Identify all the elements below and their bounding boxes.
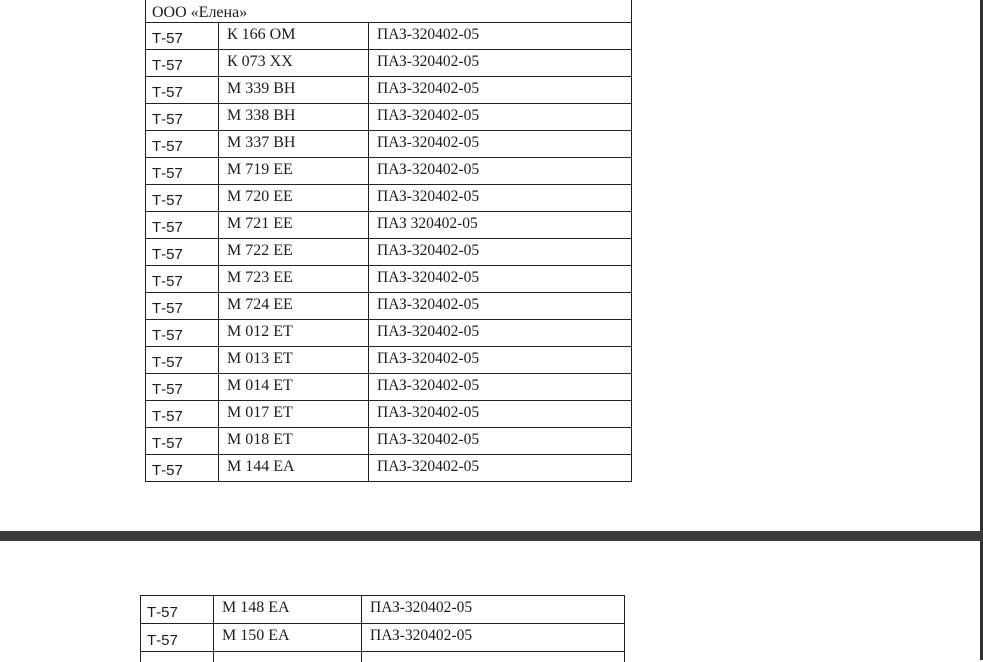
model-cell-text: ПАЗ 320402-05 [377, 212, 631, 233]
route-cell [146, 374, 219, 401]
route-cell-text: Т-57 [152, 219, 218, 238]
plate-cell-text: М 337 ВН [227, 131, 368, 152]
plate-cell [219, 212, 369, 239]
model-cell [369, 347, 632, 374]
route-cell [141, 624, 214, 652]
route-cell-text: Т-57 [152, 462, 218, 481]
route-cell [146, 347, 219, 374]
model-cell [369, 77, 632, 104]
plate-cell-text: М 148 ЕА [222, 596, 361, 617]
model-cell [362, 624, 625, 652]
plate-cell [219, 239, 369, 266]
route-cell-text: Т-57 [152, 165, 218, 184]
continuation-cell [141, 652, 214, 662]
model-cell-text: ПАЗ-320402-05 [377, 158, 631, 179]
plate-cell [219, 158, 369, 185]
route-cell-text: Т-57 [147, 632, 213, 651]
route-cell-text: Т-57 [152, 192, 218, 211]
table-row [146, 239, 632, 266]
model-cell-text: ПАЗ-320402-05 [370, 624, 624, 645]
route-cell-text: Т-57 [152, 354, 218, 373]
table-row [146, 320, 632, 347]
table-row [146, 77, 632, 104]
organization-row [146, 0, 632, 23]
route-cell-text: Т-57 [152, 300, 218, 319]
model-cell-text: ПАЗ-320402-05 [377, 428, 631, 449]
route-cell [146, 239, 219, 266]
table-row [146, 374, 632, 401]
model-cell [369, 455, 632, 482]
vehicle-table-page-1 [145, 0, 632, 482]
table-row [146, 50, 632, 77]
plate-cell-text: М 720 ЕЕ [227, 185, 368, 206]
model-cell [369, 374, 632, 401]
plate-cell-text: М 150 ЕА [222, 624, 361, 645]
plate-cell-text: М 338 ВН [227, 104, 368, 125]
route-cell-text: Т-57 [152, 30, 218, 49]
model-cell [369, 212, 632, 239]
plate-cell [214, 596, 362, 624]
route-cell [146, 77, 219, 104]
route-cell [146, 104, 219, 131]
plate-cell-text: М 012 ЕТ [227, 320, 368, 341]
table-row [146, 347, 632, 374]
route-cell [146, 212, 219, 239]
route-cell [146, 185, 219, 212]
plate-cell-text: М 144 ЕА [227, 455, 368, 476]
model-cell-text: ПАЗ-320402-05 [370, 596, 624, 617]
route-cell-text: Т-57 [152, 435, 218, 454]
route-cell [146, 428, 219, 455]
table-row [146, 266, 632, 293]
route-cell-text: Т-57 [152, 138, 218, 157]
model-cell-text: ПАЗ-320402-05 [377, 185, 631, 206]
document-page-2 [0, 541, 983, 660]
plate-cell [219, 77, 369, 104]
model-cell [369, 104, 632, 131]
plate-cell [219, 455, 369, 482]
model-cell-text: ПАЗ-320402-05 [377, 77, 631, 98]
route-cell-text: Т-57 [152, 246, 218, 265]
route-cell-text: Т-57 [147, 604, 213, 623]
route-cell [141, 596, 214, 624]
model-cell-text: ПАЗ-320402-05 [377, 266, 631, 287]
plate-cell-text: К 166 ОМ [227, 23, 368, 44]
model-cell [362, 596, 625, 624]
table-row [146, 131, 632, 158]
model-cell [369, 185, 632, 212]
plate-cell [219, 428, 369, 455]
plate-cell [219, 185, 369, 212]
table-row [146, 212, 632, 239]
plate-cell-text: К 073 ХХ [227, 50, 368, 71]
model-cell [369, 50, 632, 77]
table-row [146, 23, 632, 50]
model-cell-text: ПАЗ-320402-05 [377, 293, 631, 314]
table-row [146, 401, 632, 428]
model-cell-text: ПАЗ-320402-05 [377, 455, 631, 476]
plate-cell [219, 131, 369, 158]
route-cell [146, 158, 219, 185]
route-cell [146, 131, 219, 158]
model-cell-text: ПАЗ-320402-05 [377, 320, 631, 341]
model-cell-text: ПАЗ-320402-05 [377, 23, 631, 44]
model-cell [369, 158, 632, 185]
model-cell [369, 293, 632, 320]
model-cell-text: ПАЗ-320402-05 [377, 104, 631, 125]
plate-cell [219, 347, 369, 374]
route-cell-text: Т-57 [152, 111, 218, 130]
model-cell-text: ПАЗ-320402-05 [377, 347, 631, 368]
vehicle-table-page-2 [140, 595, 625, 662]
plate-cell [219, 50, 369, 77]
model-cell [369, 320, 632, 347]
table-row-continuation [141, 652, 625, 662]
model-cell [369, 401, 632, 428]
model-cell-text: ПАЗ-320402-05 [377, 50, 631, 71]
plate-cell-text: М 721 ЕЕ [227, 212, 368, 233]
model-cell [369, 23, 632, 50]
table-row [146, 293, 632, 320]
route-cell [146, 320, 219, 347]
plate-cell [219, 266, 369, 293]
plate-cell [219, 104, 369, 131]
plate-cell [214, 624, 362, 652]
plate-cell [219, 293, 369, 320]
route-cell-text: Т-57 [152, 327, 218, 346]
table-row [146, 104, 632, 131]
plate-cell-text: М 017 ЕТ [227, 401, 368, 422]
table-row [146, 185, 632, 212]
plate-cell [219, 23, 369, 50]
page-separator [0, 531, 983, 541]
model-cell-text: ПАЗ-320402-05 [377, 239, 631, 260]
table-row [141, 596, 625, 624]
plate-cell-text: М 014 ЕТ [227, 374, 368, 395]
route-cell-text: Т-57 [152, 84, 218, 103]
plate-cell-text: М 722 ЕЕ [227, 239, 368, 260]
model-cell [369, 266, 632, 293]
plate-cell-text: М 719 ЕЕ [227, 158, 368, 179]
plate-cell [219, 320, 369, 347]
route-cell-text: Т-57 [152, 273, 218, 292]
plate-cell-text: М 723 ЕЕ [227, 266, 368, 287]
plate-cell-text: М 018 ЕТ [227, 428, 368, 449]
model-cell [369, 428, 632, 455]
route-cell [146, 23, 219, 50]
route-cell [146, 50, 219, 77]
plate-cell-text: М 013 ЕТ [227, 347, 368, 368]
table-row [146, 158, 632, 185]
route-cell-text: Т-57 [152, 57, 218, 76]
route-cell [146, 266, 219, 293]
route-cell [146, 455, 219, 482]
continuation-cell [214, 652, 362, 662]
model-cell-text: ПАЗ-320402-05 [377, 374, 631, 395]
plate-cell-text: М 724 ЕЕ [227, 293, 368, 314]
route-cell [146, 401, 219, 428]
model-cell [369, 131, 632, 158]
model-cell-text: ПАЗ-320402-05 [377, 401, 631, 422]
plate-cell-text: М 339 ВН [227, 77, 368, 98]
continuation-cell [362, 652, 625, 662]
table-row [141, 624, 625, 652]
route-cell-text: Т-57 [152, 381, 218, 400]
organization-name: ООО «Елена» [146, 0, 632, 23]
plate-cell [219, 374, 369, 401]
plate-cell [219, 401, 369, 428]
route-cell [146, 293, 219, 320]
table-row [146, 455, 632, 482]
model-cell-text: ПАЗ-320402-05 [377, 131, 631, 152]
table-row [146, 428, 632, 455]
model-cell [369, 239, 632, 266]
route-cell-text: Т-57 [152, 408, 218, 427]
